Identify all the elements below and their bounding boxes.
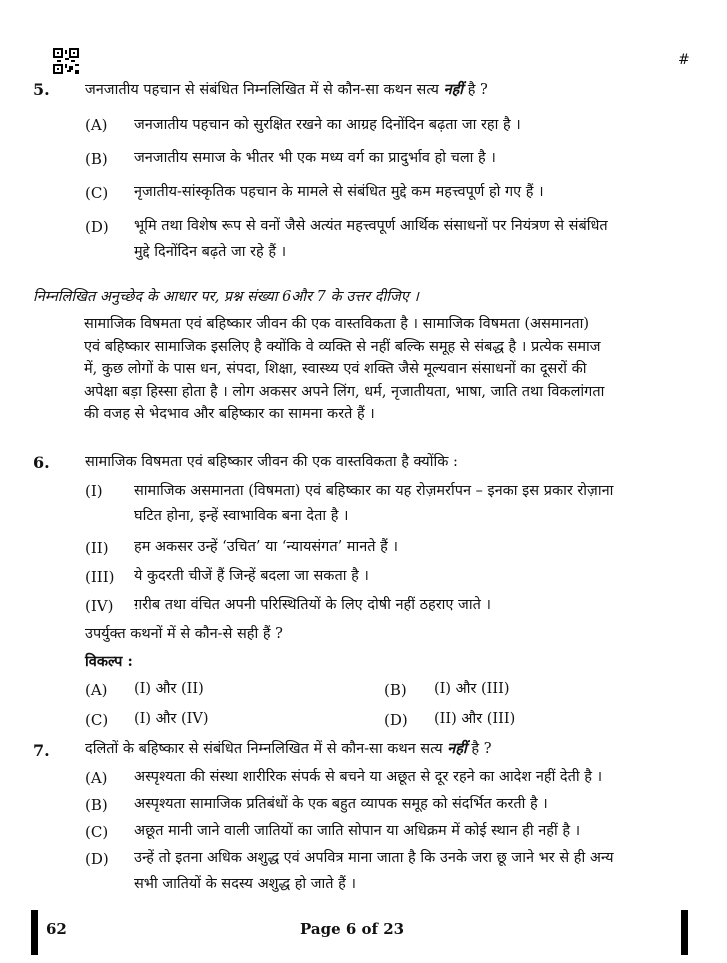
q5-option-c-label: (C) [85,184,109,202]
passage-body [84,313,604,426]
q6-option-d-text: (II) और (III) [434,711,516,727]
q6-statement-iii-text: ये कुदरती चीजें हैं जिन्हें बदला जा सकता है । [134,568,369,584]
question-5-number: 5. [33,80,50,99]
q5-option-a-label: (A) [85,116,108,134]
q6-option-a-label: (A) [85,681,108,699]
q6-option-a-text: (I) और (II) [134,681,204,697]
footer-code: 62 [46,920,67,938]
q7-option-b-label: (B) [85,796,108,814]
passage-instruction: निम्नलिखित अनुच्छेद के आधार पर, प्रश्न संख्या 6और 7 के उत्तर दीजिए । [33,289,419,305]
emphasis-not: नहीं [443,81,464,98]
q6-statement-i-line1: सामाजिक असमानता (विषमता) एवं बहिष्कार का यह रोज़मर्रापन – इनका इस प्रकार रोज़ाना [134,483,614,499]
q7-option-a-label: (A) [85,769,108,787]
page-hash-mark: # [678,52,690,68]
q7-option-d-line1: उन्हें तो इतना अधिक अशुद्ध एवं अपवित्र माना जाता है कि उनके जरा छू जाने भर से ही अन्य [134,850,614,866]
q6-statement-iv-label: (IV) [85,597,114,615]
page-number: Page 6 of 23 [300,920,405,938]
q5-option-d-label: (D) [85,218,109,236]
q7-option-c-label: (C) [85,823,109,841]
q6-statement-ii-text: हम अकसर उन्हें ‘उचित’ या ‘न्यायसंगत’ मानते हैं । [134,539,398,555]
q6-option-d-label: (D) [384,711,408,729]
q7-option-b-text: अस्पृश्यता सामाजिक प्रतिबंधों के एक बहुत व्यापक समूह को संदर्भित करती है । [134,796,548,812]
question-7-number: 7. [33,741,50,760]
q5-option-a-text: जनजातीय पहचान को सुरक्षित रखने का आग्रह दिनोंदिन बढ़ता जा रहा है । [134,117,521,133]
q7-option-c-text: अछूत मानी जाने वाली जातियों का जाति सोपान या अधिक्रम में कोई स्थान ही नहीं है । [134,823,581,839]
q6-statement-ii-label: (II) [85,539,109,557]
question-6-stem: सामाजिक विषमता एवं बहिष्कार जीवन की एक वास्तविकता है क्योंकि : [85,454,458,470]
q7-option-d-line2: सभी जातियों के सदस्य अशुद्ध हो जाते हैं । [134,876,356,892]
qr-code-icon [53,48,79,74]
footer-left-bar [31,910,38,955]
q5-option-c-text: नृजातीय-सांस्कृतिक पहचान के मामले से संबंधित मुद्दे कम महत्त्वपूर्ण हो गए हैं । [134,184,544,200]
q6-statement-i-label: (I) [85,482,103,500]
q6-question: उपर्युक्त कथनों में से कौन-से सही हैं ? [85,626,283,642]
footer-right-bar [681,910,688,955]
q5-option-b-label: (B) [85,150,108,168]
q7-option-a-text: अस्पृश्यता की संस्था शारीरिक संपर्क से बचने या अछूत से दूर रहने का आदेश नहीं देती है । [134,769,603,785]
passage-line: अपेक्षा बड़ा हिस्सा होता है । लोग अकसर अपने लिंग, धर्म, नृजातीयता, भाषा, जाति तथा विकलांगता [84,383,605,400]
q6-statement-i-line2: घटित होना, इन्हें स्वाभाविक बना देता है । [134,508,349,524]
q7-option-d-label: (D) [85,850,109,868]
q6-statement-iii-label: (III) [85,568,115,586]
q6-statement-iv-text: ग़रीब तथा वंचित अपनी परिस्थितियों के लिए दोषी नहीं ठहराए जाते । [134,597,491,613]
q6-option-b-label: (B) [384,681,407,699]
emphasis-not: नहीं [447,740,467,757]
passage-line: की वजह से भेदभाव और बहिष्कार का सामना करते हैं । [84,406,375,422]
q5-option-b-text: जनजातीय समाज के भीतर भी एक मध्य वर्ग का प्रादुर्भाव हो चला है । [134,150,496,166]
question-7-stem: दलितों के बहिष्कार से संबंधित निम्नलिखित में से कौन-सा कथन सत्य नहीं है ? [85,740,492,757]
passage-line: में, कुछ लोगों के पास धन, संपदा, शिक्षा, स्वास्थ्य एवं शक्ति जैसे मूल्यवान संसाधनों का दूसरों की [84,361,587,377]
q6-option-c-text: (I) और (IV) [134,711,209,727]
q5-option-d-line1: भूमि तथा विशेष रूप से वनों जैसे अत्यंत महत्त्वपूर्ण आर्थिक संसाधनों पर नियंत्रण से संबंधित [134,218,608,234]
passage-line: एवं बहिष्कार सामाजिक इसलिए है क्योंकि वे व्यक्ति से नहीं बल्कि समूह से संबद्ध है । प्रत्येक समाज [84,338,601,355]
question-5-stem: जनजातीय पहचान से संबंधित निम्नलिखित में से कौन-सा कथन सत्य नहीं है ? [85,81,488,98]
q6-options-heading: विकल्प : [85,653,133,670]
question-6-number: 6. [33,453,50,472]
q6-option-c-label: (C) [85,711,109,729]
passage-line: सामाजिक विषमता एवं बहिष्कार जीवन की एक वास्तविकता है । सामाजिक विषमता (असमानता) [84,316,590,332]
q5-option-d-line2: मुद्दे दिनोंदिन बढ़ते जा रहे हैं । [134,244,287,260]
q6-option-b-text: (I) और (III) [434,681,510,697]
